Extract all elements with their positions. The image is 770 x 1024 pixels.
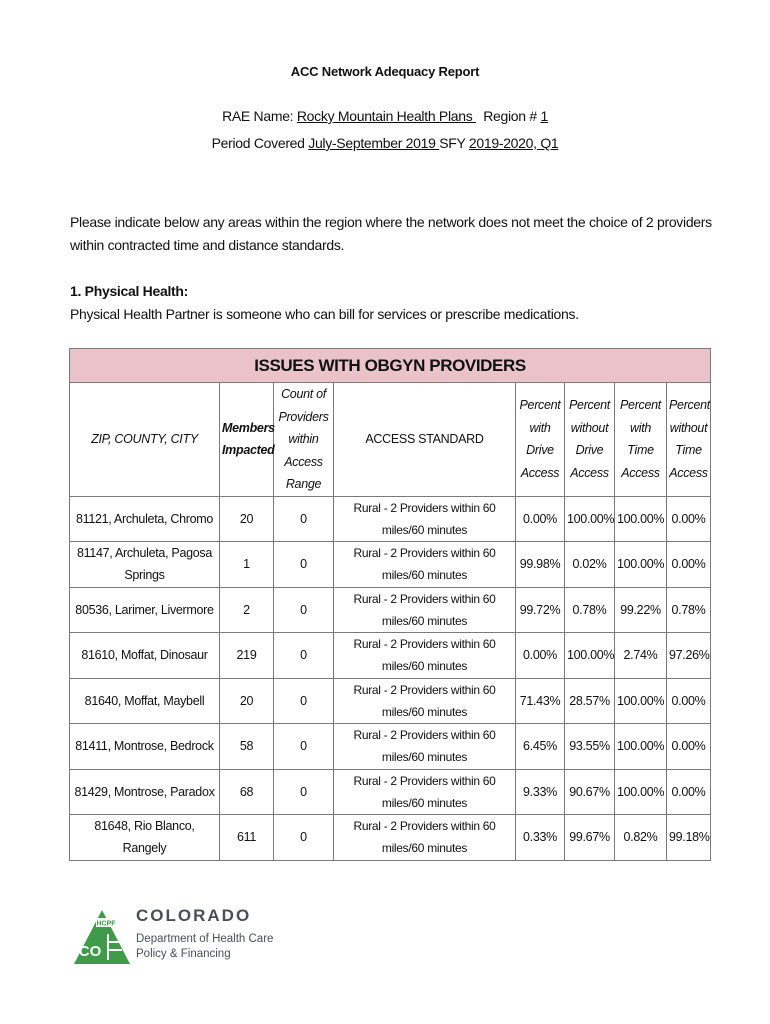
logo-dept-line1: Department of Health Care	[136, 933, 274, 945]
table-row	[70, 633, 711, 679]
cell-without-time: 0.00%	[667, 724, 711, 770]
header-without-time: Percent without Time Access	[667, 383, 711, 497]
table-row	[70, 587, 711, 633]
cell-without-drive: 28.57%	[565, 678, 615, 724]
cell-standard: Rural - 2 Providers within 60 miles/60 minutes	[334, 724, 516, 770]
cell-with-drive: 99.72%	[516, 587, 565, 633]
cell-without-drive: 0.02%	[565, 542, 615, 588]
cell-count: 0	[274, 815, 334, 861]
cell-standard: Rural - 2 Providers within 60 miles/60 minutes	[334, 542, 516, 588]
period-line	[0, 135, 770, 151]
cell-zip: 81429, Montrose, Paradox	[70, 769, 220, 815]
cell-zip: 81640, Moffat, Maybell	[70, 678, 220, 724]
logo-name: COLORADO	[136, 906, 252, 925]
region-label: Region #	[483, 108, 541, 124]
cell-with-time: 100.00%	[615, 724, 667, 770]
period-label: Period Covered	[211, 135, 309, 151]
cell-count: 0	[274, 678, 334, 724]
cell-standard: Rural - 2 Providers within 60 miles/60 minutes	[334, 496, 516, 542]
cell-with-time: 99.22%	[615, 587, 667, 633]
cell-without-drive: 0.78%	[565, 587, 615, 633]
cell-with-drive: 9.33%	[516, 769, 565, 815]
cell-count: 0	[274, 633, 334, 679]
table-row	[70, 724, 711, 770]
cell-without-time: 0.00%	[667, 769, 711, 815]
cell-count: 0	[274, 587, 334, 633]
cell-without-time: 97.26%	[667, 633, 711, 679]
cell-with-time: 2.74%	[615, 633, 667, 679]
cell-standard: Rural - 2 Providers within 60 miles/60 minutes	[334, 678, 516, 724]
header-count: Count of Providers within Access Range	[274, 383, 334, 497]
cell-standard: Rural - 2 Providers within 60 miles/60 minutes	[334, 769, 516, 815]
report-title: ACC Network Adequacy Report	[290, 64, 480, 79]
table-row	[70, 769, 711, 815]
cell-with-time: 100.00%	[615, 496, 667, 542]
cell-with-drive: 0.33%	[516, 815, 565, 861]
cell-standard: Rural - 2 Providers within 60 miles/60 minutes	[334, 815, 516, 861]
rae-value: Rocky Mountain Health Plans	[296, 108, 477, 124]
section-description: Physical Health Partner is someone who can bill for services or prescribe medications.	[70, 306, 579, 322]
table-row	[70, 542, 711, 588]
header-members: Members Impacted	[220, 383, 274, 497]
sfy-label: SFY	[439, 135, 469, 151]
cell-zip: 80536, Larimer, Livermore	[70, 587, 220, 633]
cell-without-drive: 100.00%	[565, 633, 615, 679]
rae-label: RAE Name:	[222, 108, 297, 124]
cell-with-time: 0.82%	[615, 815, 667, 861]
table-row	[70, 815, 711, 861]
cell-members: 20	[220, 678, 274, 724]
cell-count: 0	[274, 724, 334, 770]
cell-with-time: 100.00%	[615, 769, 667, 815]
cell-count: 0	[274, 542, 334, 588]
cell-members: 58	[220, 724, 274, 770]
cell-with-drive: 71.43%	[516, 678, 565, 724]
logo-badge-top: HCPF	[96, 920, 116, 928]
cell-zip: 81610, Moffat, Dinosaur	[70, 633, 220, 679]
cell-with-drive: 6.45%	[516, 724, 565, 770]
cell-without-time: 0.78%	[667, 587, 711, 633]
cell-members: 20	[220, 496, 274, 542]
hcpf-logo-icon	[70, 906, 134, 968]
logo-department	[136, 932, 273, 962]
cell-without-time: 99.18%	[667, 815, 711, 861]
cell-zip: 81411, Montrose, Bedrock	[70, 724, 220, 770]
cell-members: 219	[220, 633, 274, 679]
intro-paragraph: Please indicate below any areas within the region where the network does not meet the choice of 2 providers within contracted time and distance standards.	[70, 214, 712, 253]
cell-zip: 81147, Archuleta, Pagosa Springs	[70, 542, 220, 588]
cell-count: 0	[274, 769, 334, 815]
cell-with-drive: 0.00%	[516, 633, 565, 679]
cell-without-drive: 100.00%	[565, 496, 615, 542]
cell-without-drive: 99.67%	[565, 815, 615, 861]
obgyn-issues-table	[69, 348, 711, 861]
cell-with-time: 100.00%	[615, 678, 667, 724]
cell-zip: 81648, Rio Blanco, Rangely	[70, 815, 220, 861]
sfy-value: 2019-2020, Q1	[468, 135, 559, 151]
cell-members: 68	[220, 769, 274, 815]
cell-members: 2	[220, 587, 274, 633]
region-value: 1	[540, 108, 548, 124]
header-with-drive: Percent with Drive Access	[516, 383, 565, 497]
cell-standard: Rural - 2 Providers within 60 miles/60 minutes	[334, 587, 516, 633]
cell-members: 1	[220, 542, 274, 588]
cell-with-time: 100.00%	[615, 542, 667, 588]
period-value: July-September 2019	[308, 135, 440, 151]
cell-standard: Rural - 2 Providers within 60 miles/60 minutes	[334, 633, 516, 679]
cell-without-drive: 90.67%	[565, 769, 615, 815]
cell-without-drive: 93.55%	[565, 724, 615, 770]
cell-without-time: 0.00%	[667, 542, 711, 588]
header-standard: ACCESS STANDARD	[334, 383, 516, 497]
header-without-drive: Percent without Drive Access	[565, 383, 615, 497]
cell-without-time: 0.00%	[667, 496, 711, 542]
cell-zip: 81121, Archuleta, Chromo	[70, 496, 220, 542]
logo-dept-line2: Policy & Financing	[136, 948, 231, 960]
cell-without-time: 0.00%	[667, 678, 711, 724]
table-title: ISSUES WITH OBGYN PROVIDERS	[70, 349, 711, 383]
rae-line	[0, 108, 770, 124]
cell-count: 0	[274, 496, 334, 542]
table-row	[70, 496, 711, 542]
section-heading: 1. Physical Health:	[70, 283, 189, 299]
cell-members: 611	[220, 815, 274, 861]
cell-with-drive: 0.00%	[516, 496, 565, 542]
table-row	[70, 678, 711, 724]
header-zip: ZIP, COUNTY, CITY	[70, 383, 220, 497]
logo-badge-mark: CO	[78, 943, 102, 960]
cell-with-drive: 99.98%	[516, 542, 565, 588]
header-with-time: Percent with Time Access	[615, 383, 667, 497]
